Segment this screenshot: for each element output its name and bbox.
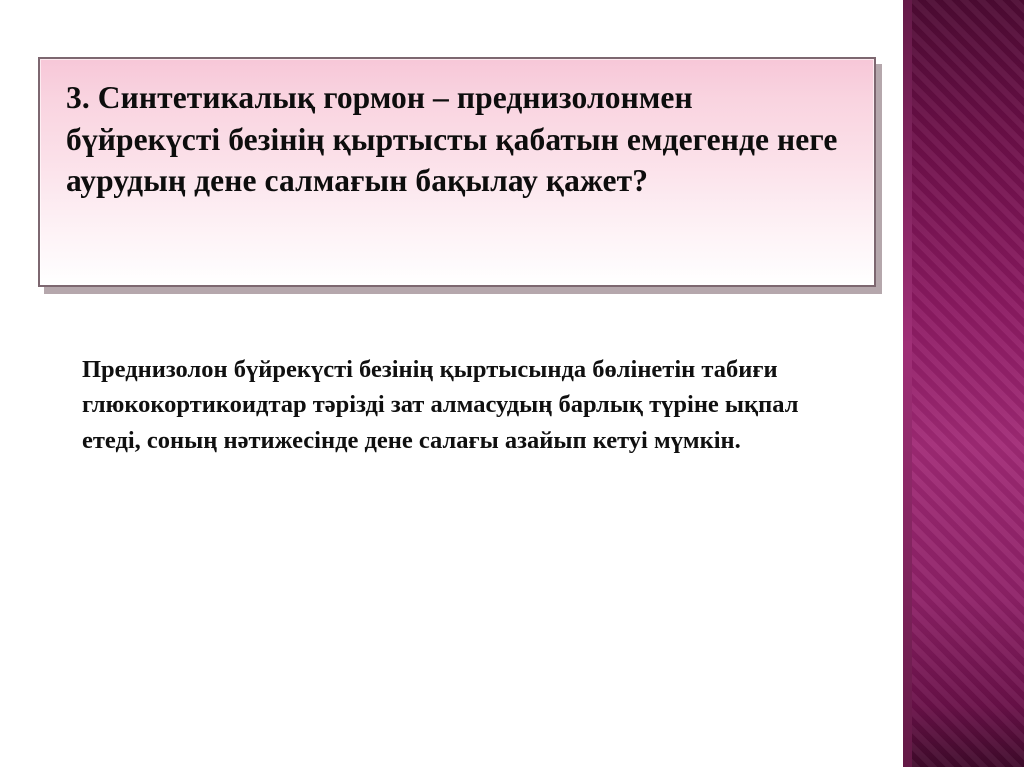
slide-body-paragraph: Преднизолон бүйрекүсті безінің қыртысында бөлінетін табиғи глюкокортикоидтар тәрізді зат алмасудың барлық түріне ықпал етеді, соның нәтижесінде дене салағы азайып кетуі мүмкін. xyxy=(82,356,799,454)
slide-title: 3. Синтетикалық гормон – преднизолонмен бүйрекүсті безінің қыртысты қабатын емдегенде неге аурудың дене салмағын бақылау қажет? xyxy=(66,80,838,199)
right-decorative-band xyxy=(912,0,1024,767)
title-box xyxy=(38,57,876,287)
body-block xyxy=(82,352,842,458)
right-band-edge-decoration xyxy=(903,0,912,767)
